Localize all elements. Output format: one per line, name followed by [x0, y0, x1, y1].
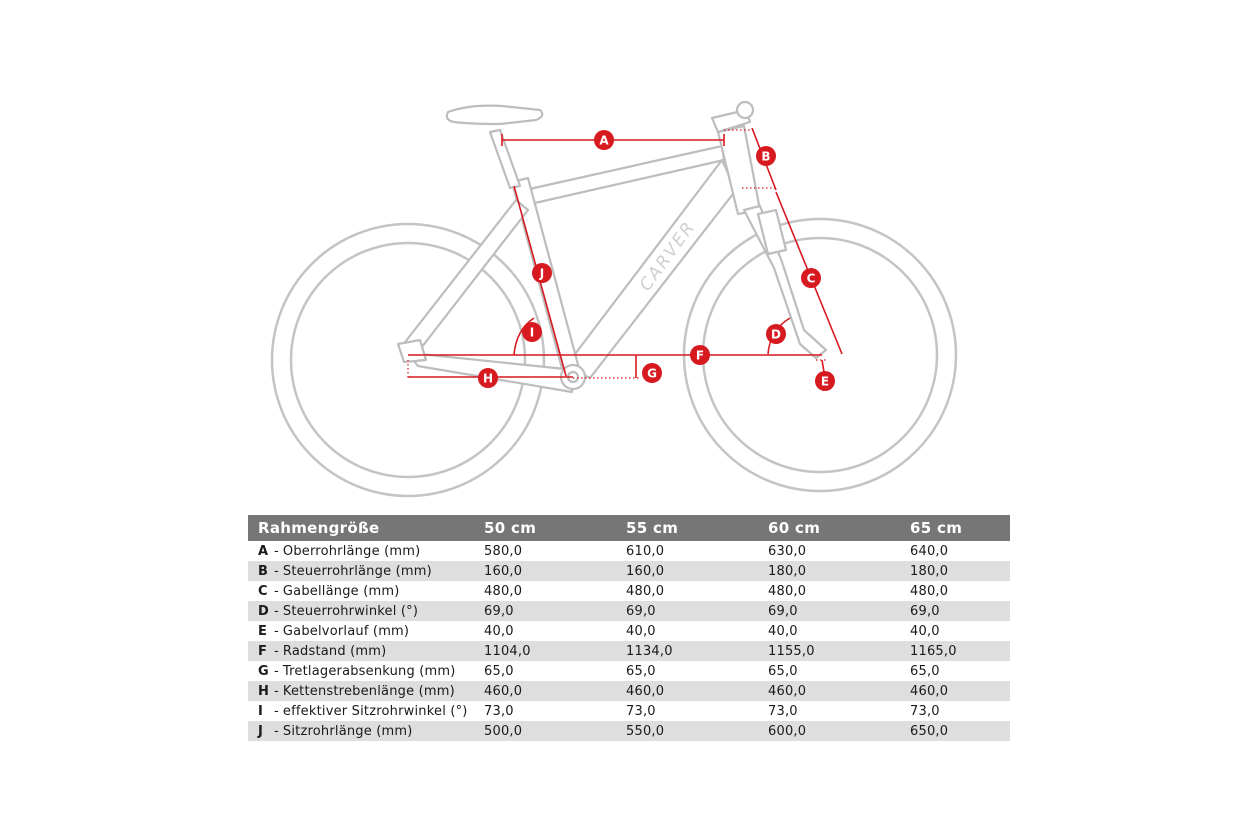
row-label-cell — [248, 701, 484, 721]
table-row — [248, 721, 1010, 741]
row-label-cell — [248, 621, 484, 641]
row-value: 40,0 — [768, 623, 798, 639]
row-dash: - — [274, 703, 279, 719]
size-header: 60 cm — [768, 515, 910, 541]
table-row — [248, 541, 1010, 561]
marker-j — [532, 263, 552, 283]
row-value: 69,0 — [626, 601, 768, 621]
row-value: 460,0 — [768, 681, 910, 701]
size-header: 55 cm — [626, 515, 768, 541]
svg-text:G: G — [647, 366, 657, 381]
row-value: 69,0 — [768, 601, 910, 621]
svg-text:C: C — [806, 271, 816, 286]
size-header: 65 cm — [910, 515, 1010, 541]
marker-i — [522, 322, 542, 342]
row-value: 180,0 — [768, 561, 910, 581]
row-letter: F — [258, 643, 268, 659]
row-label: Gabellänge (mm) — [282, 583, 400, 599]
row-value: 460,0 — [626, 681, 768, 701]
row-letter: C — [258, 583, 268, 599]
row-letter: A — [258, 543, 269, 559]
svg-text:E: E — [820, 374, 830, 389]
row-dash: - — [274, 723, 279, 739]
table-row — [248, 641, 1010, 661]
row-value: 69,0 — [484, 601, 626, 621]
table-row — [248, 661, 1010, 681]
row-value: 73,0 — [626, 703, 656, 719]
row-value: 460,0 — [484, 681, 626, 701]
row-label: Steuerrohrwinkel (°) — [282, 603, 419, 619]
row-value: 160,0 — [626, 561, 768, 581]
marker-h — [478, 368, 498, 388]
table-body — [248, 541, 1010, 741]
row-value: 1155,0 — [768, 641, 910, 661]
row-value: 40,0 — [910, 623, 940, 639]
row-value: 580,0 — [484, 543, 523, 559]
row-label: Oberrohrlänge (mm) — [282, 543, 421, 559]
row-label-cell — [248, 561, 484, 581]
row-value: 65,0 — [626, 663, 656, 679]
row-label-cell — [248, 581, 484, 601]
marker-c — [801, 268, 821, 288]
row-label: Sitzrohrlänge (mm) — [282, 723, 413, 739]
row-value: 40,0 — [626, 623, 656, 639]
brand-logo: CARVER — [635, 217, 700, 295]
row-value: 480,0 — [484, 583, 523, 599]
row-label: Radstand (mm) — [282, 643, 387, 659]
row-label-cell — [248, 541, 484, 561]
row-value: 550,0 — [626, 721, 768, 741]
table-row — [248, 581, 1010, 601]
row-letter: G — [258, 663, 269, 679]
row-label: Kettenstrebenlänge (mm) — [282, 683, 455, 699]
row-label-cell — [248, 641, 484, 661]
row-value: 65,0 — [484, 663, 514, 679]
row-value: 160,0 — [484, 561, 626, 581]
row-value: 600,0 — [768, 721, 910, 741]
row-dash: - — [274, 643, 279, 659]
row-dash: - — [274, 623, 279, 639]
svg-text:J: J — [539, 266, 545, 281]
row-label: Steuerrohrlänge (mm) — [282, 563, 432, 579]
row-dash: - — [274, 563, 279, 579]
row-label-cell — [248, 601, 484, 621]
row-value: 40,0 — [484, 623, 514, 639]
row-value: 69,0 — [910, 601, 1010, 621]
row-label: Gabelvorlauf (mm) — [282, 623, 410, 639]
row-letter: E — [258, 623, 268, 639]
row-letter: H — [258, 683, 270, 699]
table-row — [248, 701, 1010, 721]
row-value: 73,0 — [768, 703, 798, 719]
row-value: 1165,0 — [910, 641, 1010, 661]
row-label-cell — [248, 661, 484, 681]
row-value: 610,0 — [626, 543, 665, 559]
table-row — [248, 681, 1010, 701]
row-label: effektiver Sitzrohrwinkel (°) — [282, 703, 468, 719]
svg-text:B: B — [761, 149, 771, 164]
svg-text:F: F — [695, 348, 705, 363]
row-value: 1104,0 — [484, 641, 626, 661]
row-letter: J — [258, 723, 264, 739]
row-dash: - — [274, 663, 279, 679]
row-label-cell — [248, 721, 484, 741]
row-value: 640,0 — [910, 543, 949, 559]
marker-g — [642, 363, 662, 383]
row-value: 460,0 — [910, 681, 1010, 701]
size-header: 50 cm — [484, 515, 626, 541]
row-dash: - — [274, 603, 279, 619]
geometry-table — [248, 515, 1010, 741]
row-value: 630,0 — [768, 543, 807, 559]
row-value: 480,0 — [768, 583, 807, 599]
marker-b — [756, 146, 776, 166]
svg-text:A: A — [599, 133, 609, 148]
row-value: 180,0 — [910, 561, 1010, 581]
marker-f — [690, 345, 710, 365]
row-dash: - — [274, 583, 279, 599]
marker-d — [766, 324, 786, 344]
svg-text:D: D — [771, 327, 781, 342]
row-letter: B — [258, 563, 269, 579]
row-value: 65,0 — [768, 663, 798, 679]
row-value: 650,0 — [910, 721, 1010, 741]
row-dash: - — [274, 683, 279, 699]
row-label-cell — [248, 681, 484, 701]
row-value: 1134,0 — [626, 641, 768, 661]
row-value: 73,0 — [910, 703, 940, 719]
row-value: 65,0 — [910, 663, 940, 679]
frame-size-header: Rahmengröße — [248, 515, 484, 541]
row-letter: D — [258, 603, 269, 619]
table-header-row — [248, 515, 1010, 541]
svg-text:I: I — [529, 325, 535, 340]
svg-text:H: H — [482, 371, 494, 386]
table-row — [248, 561, 1010, 581]
table-row — [248, 621, 1010, 641]
row-value: 73,0 — [484, 703, 514, 719]
table-row — [248, 601, 1010, 621]
row-letter: I — [258, 703, 264, 719]
marker-e — [815, 371, 835, 391]
row-label: Tretlagerabsenkung (mm) — [282, 663, 456, 679]
row-dash: - — [274, 543, 279, 559]
row-value: 480,0 — [626, 583, 665, 599]
row-value: 480,0 — [910, 583, 949, 599]
row-value: 500,0 — [484, 721, 626, 741]
marker-a — [594, 130, 614, 150]
